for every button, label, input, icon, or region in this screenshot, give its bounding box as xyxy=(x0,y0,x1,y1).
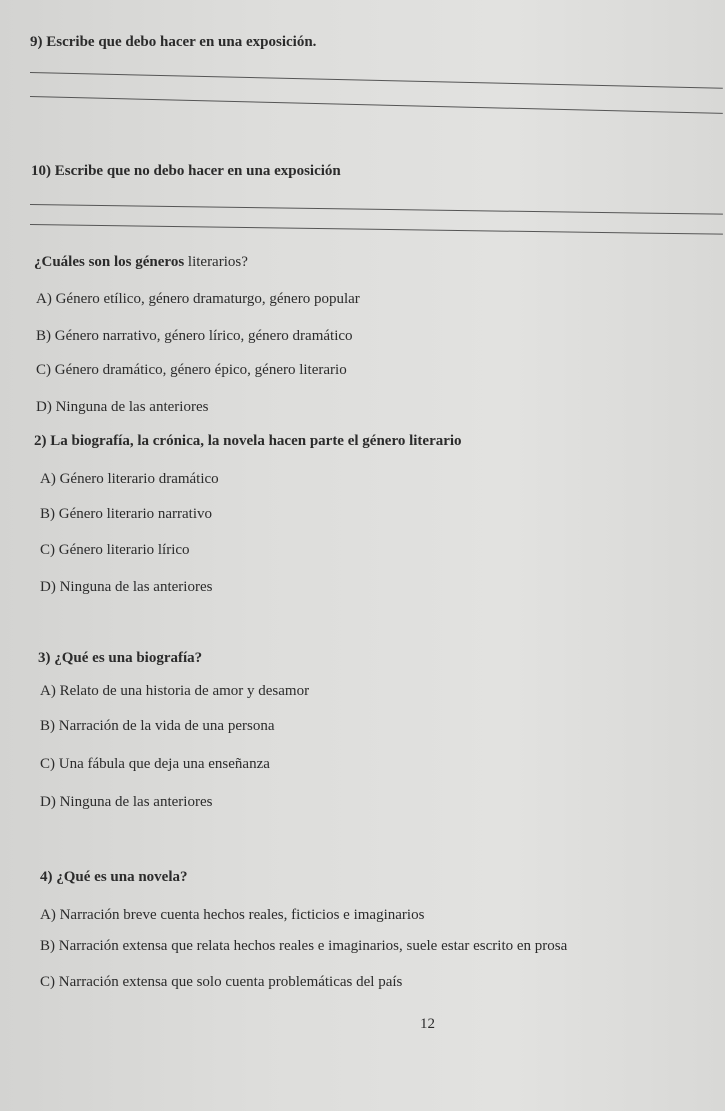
q3-option-a: A) Relato de una historia de amor y desamor xyxy=(40,683,310,699)
question-1-rest: literarios? xyxy=(184,254,248,270)
q4-option-b: B) Narración extensa que relata hechos reales e imaginarios, suele estar escrito en prosa xyxy=(40,938,568,954)
q1-option-c: C) Género dramático, género épico, género literario xyxy=(36,362,347,378)
page-number: 12 xyxy=(420,1016,435,1032)
question-1-bold: ¿Cuáles son los géneros xyxy=(34,254,185,270)
answer-line-9b xyxy=(30,96,723,114)
q2-option-a: A) Género literario dramático xyxy=(40,471,219,487)
q4-option-a: A) Narración breve cuenta hechos reales, ficticios e imaginarios xyxy=(40,907,425,923)
question-9: 9) Escribe que debo hacer en una exposición. xyxy=(30,34,317,50)
question-1 xyxy=(34,253,248,271)
q3-option-d: D) Ninguna de las anteriores xyxy=(40,794,213,810)
q1-option-b: B) Género narrativo, género lírico, género dramático xyxy=(36,328,353,344)
q2-option-c: C) Género literario lírico xyxy=(40,542,190,558)
q1-option-d: D) Ninguna de las anteriores xyxy=(36,399,209,415)
q2-option-b: B) Género literario narrativo xyxy=(40,506,213,522)
q3-option-c: C) Una fábula que deja una enseñanza xyxy=(40,756,270,772)
question-2: 2) La biografía, la crónica, la novela hacen parte el género literario xyxy=(34,433,462,449)
question-4: 4) ¿Qué es una novela? xyxy=(40,869,188,885)
answer-line-10b xyxy=(30,224,723,235)
answer-line-9a xyxy=(30,72,723,89)
q4-option-c: C) Narración extensa que solo cuenta problemáticas del país xyxy=(40,974,403,990)
q2-option-d: D) Ninguna de las anteriores xyxy=(40,579,213,595)
question-10: 10) Escribe que no debo hacer en una exposición xyxy=(31,163,341,179)
q3-option-b: B) Narración de la vida de una persona xyxy=(40,718,275,734)
question-3: 3) ¿Qué es una biografía? xyxy=(38,650,203,666)
answer-line-10a xyxy=(30,204,723,215)
q1-option-a: A) Género etílico, género dramaturgo, género popular xyxy=(36,291,360,307)
